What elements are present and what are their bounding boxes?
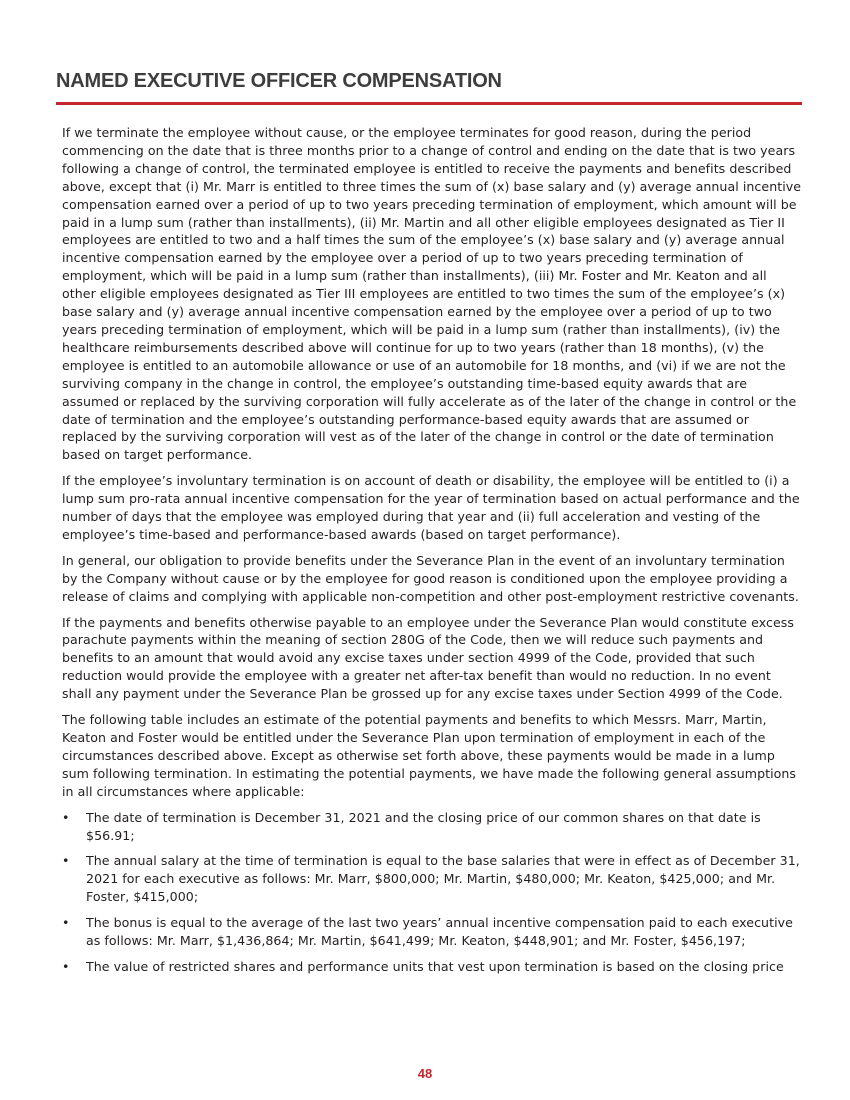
header-divider (56, 102, 802, 105)
body-paragraph: In general, our obligation to provide benefits under the Severance Plan in the event of an involuntary termination by the Company without cause or by the employee for good reason is conditioned upon the employee providing a release of claims and complying with applicable non-competition and other post-employment restrictive covenants. (62, 552, 799, 604)
list-item-text: The bonus is equal to the average of the last two years’ annual incentive compensation paid to each executive as follows: Mr. Marr, $1,436,864; Mr. Martin, $641,499; Mr. Keaton, $448,901; and Mr. Foster, $456,197; (86, 915, 793, 949)
list-item (62, 809, 802, 845)
list-item-text: The date of termination is December 31, 2021 and the closing price of our common shares on that date is $56.91; (86, 809, 761, 843)
body-paragraph: If the payments and benefits otherwise payable to an employee under the Severance Plan would constitute excess parachute payments within the meaning of section 280G of the Code, then we will reduce such payments and benefits to an amount that would avoid any excise taxes under section 4999 of the Code, provided that such reduction would provide the employee with a greater net after-tax benefit than would no reduction. In no event shall any payment under the Severance Plan be grossed up for any excise taxes under Section 4999 of the Code. (62, 614, 794, 702)
bullet-icon: • (62, 853, 70, 869)
list-item (62, 958, 802, 976)
list-item (62, 852, 802, 906)
bullet-icon: • (62, 809, 70, 825)
body-paragraph: If the employee’s involuntary termination is on account of death or disability, the employee will be entitled to (i) a lump sum pro-rata annual incentive compensation for the year of termination based on actual performance and the number of days that the employee was employed during that year and (ii) full acceleration and vesting of the employee’s time-based and performance-based awards (based on target performance). (62, 473, 800, 542)
body-paragraph: If we terminate the employee without cause, or the employee terminates for good reason, during the period commencing on the date that is three months prior to a change of control and ending on the date that is two years following a change of control, the terminated employee is entitled to receive the payments and benefits described above, except that (i) Mr. Marr is entitled to three times the sum of (x) base salary and (y) average annual incentive compensation earned over a period of up to two years preceding termination of employment, which amount will be paid in a lump sum (rather than installments), (ii) Mr. Martin and all other eligible employees designated as Tier II employees are entitled to two and a half times the sum of the employee’s (x) base salary and (y) average annual incentive compensation earned by the employee over a period of up to two years preceding termination of employment, which will be paid in a lump sum (rather than installments), (iii) Mr. Foster and Mr. Keaton and all other eligible employees designated as Tier III employees are entitled to two times the sum of the employee’s (x) base salary and (y) average annual incentive compensation earned by the employee over a period of up to two years preceding termination of employment, which will be paid in a lump sum (rather than installments), (iv) the healthcare reimbursements described above will continue for up to two years (rather than 18 months), (v) the employee is entitled to an automobile allowance or use of an automobile for 18 months, and (vi) if we are not the surviving company in the change in control, the employee’s outstanding time-based equity awards that are assumed or replaced by the surviving corporation will fully accelerate as of the later of the change in control or the date of termination and the employee’s outstanding performance-based equity awards that are assumed or replaced by the surviving corporation will vest as of the later of the change in control or the date of termination based on target performance. (62, 125, 802, 463)
assumptions-list (62, 809, 802, 976)
list-item (62, 914, 802, 950)
document-body (62, 124, 802, 984)
bullet-icon: • (62, 958, 70, 974)
list-item-text: The value of restricted shares and performance units that vest upon termination is based on the closing price (86, 958, 784, 974)
bullet-icon: • (62, 915, 70, 931)
page-header (56, 68, 802, 105)
body-paragraph: The following table includes an estimate of the potential payments and benefits to which Messrs. Marr, Martin, Keaton and Foster would be entitled under the Severance Plan upon termination of employment in each of the circumstances described above. Except as otherwise set forth above, these payments would be made in a lump sum following termination. In estimating the potential payments, we have made the following general assumptions in all circumstances where applicable: (62, 712, 797, 799)
list-item-text: The annual salary at the time of termination is equal to the base salaries that were in effect as of December 31, 2021 for each executive as follows: Mr. Marr, $800,000; Mr. Martin, $480,000; Mr. Keaton, $425,000; and Mr. Foster, $415,000; (86, 853, 800, 905)
page-number: 48 (417, 1066, 433, 1081)
page-title: NAMED EXECUTIVE OFFICER COMPENSATION (56, 70, 502, 92)
